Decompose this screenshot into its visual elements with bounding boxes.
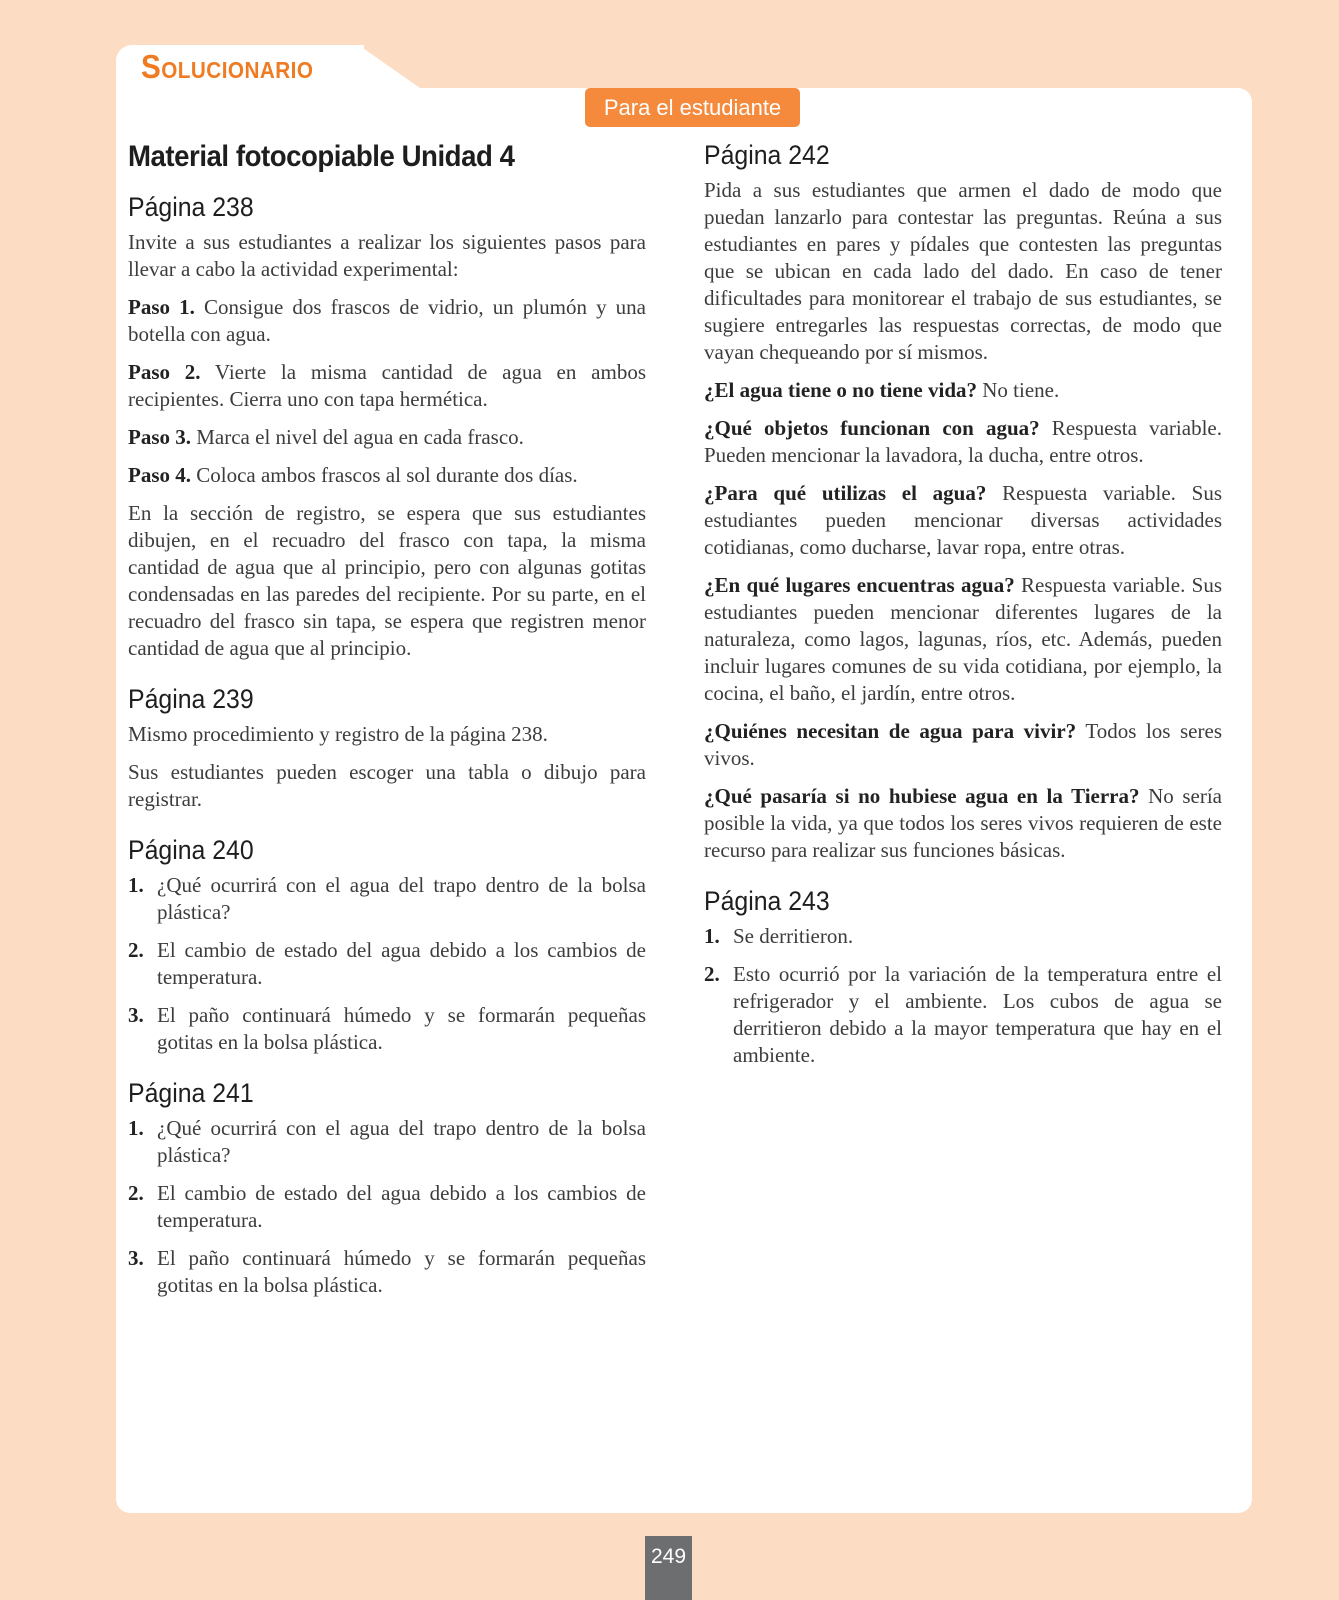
- section-heading: Página 240: [128, 835, 254, 865]
- section-page-243: [704, 886, 1222, 1069]
- section-page-240: [128, 835, 646, 1056]
- list-item: 2. El cambio de estado del agua debido a los cambios de temperatura.: [128, 1181, 646, 1232]
- list-item: 2. Esto ocurrió por la variación de la temperatura entre el refrigerador y el ambiente. Los cubos de agua se derritieron debido a la mayor temperatura que hay en el ambiente.: [704, 962, 1222, 1067]
- section-heading: Página 241: [128, 1078, 254, 1108]
- qa-item: ¿Quiénes necesitan de agua para vivir? Todos los seres vivos.: [704, 719, 1222, 770]
- section-page-242: [704, 140, 1222, 864]
- left-column: [128, 140, 646, 1321]
- paragraph: Sus estudiantes pueden escoger una tabla o dibujo para registrar.: [128, 760, 646, 811]
- right-column: [704, 140, 1222, 1091]
- header-tab-slope: [300, 45, 430, 95]
- qa-item: ¿Qué pasaría si no hubiese agua en la Tierra? No sería posible la vida, ya que todos los seres vivos requieren de este recurso para realizar sus funciones básicas.: [704, 784, 1222, 862]
- paragraph: Invite a sus estudiantes a realizar los siguientes pasos para llevar a cabo la actividad experimental:: [128, 230, 646, 281]
- list-item: 3. El paño continuará húmedo y se formarán pequeñas gotitas en la bolsa plástica.: [128, 1003, 646, 1054]
- list-item: 1. Se derritieron.: [704, 924, 854, 948]
- paragraph: Pida a sus estudiantes que armen el dado de modo que puedan lanzarlo para contestar las preguntas. Reúna a sus estudiantes en pares y pídales que contesten las preguntas que se ubican en cada lado del dado. En caso de tener dificultades para monitorear el trabajo de sus estudiantes, se sugiere entregarles las respuestas correctas, de modo que vayan chequeando por sí mismos.: [704, 178, 1222, 364]
- qa-item: ¿Para qué utilizas el agua? Respuesta variable. Sus estudiantes pueden mencionar diversas actividades cotidianas, como ducharse, lavar ropa, entre otras.: [704, 481, 1222, 559]
- paragraph: En la sección de registro, se espera que sus estudiantes dibujen, en el recuadro del frasco con tapa, la misma cantidad de agua que al principio, pero con algunas gotitas condensadas en las paredes del recipiente. Por su parte, en el recuadro del frasco sin tapa, se espera que registren menor cantidad de agua que al principio.: [128, 501, 646, 660]
- audience-badge: Para el estudiante: [585, 88, 800, 127]
- numbered-list: [128, 1115, 646, 1299]
- section-heading: Página 243: [704, 886, 830, 916]
- section-heading: Página 239: [128, 684, 254, 714]
- list-item: 1. ¿Qué ocurrirá con el agua del trapo dentro de la bolsa plástica?: [128, 873, 646, 924]
- paragraph: Mismo procedimiento y registro de la página 238.: [128, 722, 548, 746]
- numbered-list: [704, 923, 1222, 1069]
- page-number: 249: [645, 1536, 692, 1600]
- numbered-list: [128, 872, 646, 1056]
- step-item: Paso 3. Marca el nivel del agua en cada frasco.: [128, 425, 524, 449]
- step-item: Paso 2. Vierte la misma cantidad de agua en ambos recipientes. Cierra uno con tapa hermética.: [128, 360, 646, 411]
- section-page-239: [128, 684, 646, 813]
- list-item: 3. El paño continuará húmedo y se formarán pequeñas gotitas en la bolsa plástica.: [128, 1246, 646, 1297]
- list-item: 1. ¿Qué ocurrirá con el agua del trapo dentro de la bolsa plástica?: [128, 1116, 646, 1167]
- list-item: 2. El cambio de estado del agua debido a los cambios de temperatura.: [128, 938, 646, 989]
- step-item: Paso 4. Coloca ambos frascos al sol durante dos días.: [128, 463, 578, 487]
- qa-item: ¿En qué lugares encuentras agua? Respuesta variable. Sus estudiantes pueden mencionar diferentes lugares de la naturaleza, como lagos, lagunas, ríos, etc. Además, pueden incluir lugares comunes de su vida cotidiana, por ejemplo, la cocina, el baño, el jardín, entre otros.: [704, 573, 1222, 705]
- section-page-238: [128, 192, 646, 662]
- brand-title: Solucionario: [141, 48, 314, 85]
- unit-title: Material fotocopiable Unidad 4: [128, 140, 515, 173]
- qa-item: ¿El agua tiene o no tiene vida? No tiene.: [704, 378, 1060, 402]
- section-heading: Página 238: [128, 192, 254, 222]
- section-heading: Página 242: [704, 140, 830, 170]
- step-item: Paso 1. Consigue dos frascos de vidrio, un plumón y una botella con agua.: [128, 295, 647, 346]
- section-page-241: [128, 1078, 646, 1299]
- qa-item: ¿Qué objetos funcionan con agua? Respuesta variable. Pueden mencionar la lavadora, la ducha, entre otros.: [704, 416, 1222, 467]
